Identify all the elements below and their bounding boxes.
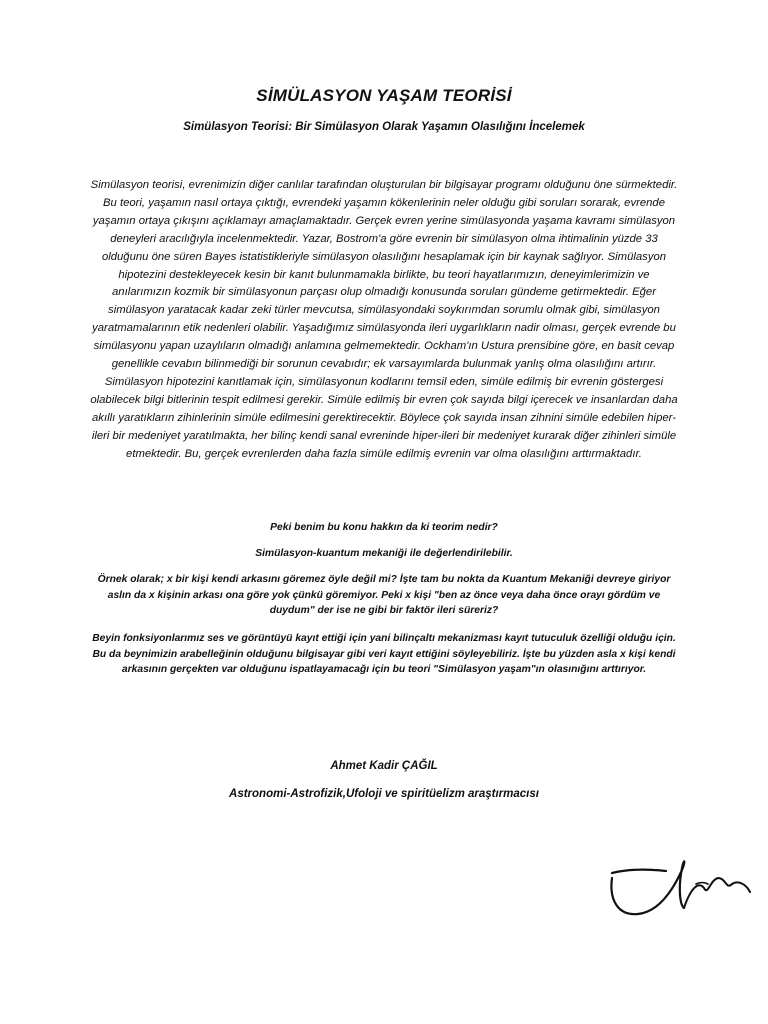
body-paragraph: Simülasyon teorisi, evrenimizin diğer canlılar tarafından oluşturulan bir bilgisayar programı olduğunu öne sürmektedir. Bu teori, yaşamın nasıl ortaya çıktığı, evrendeki yaşamın kökenlerinin neler olduğu gibi soruları sorarak, evrende yaşamın ortaya çıkışını açıklamayı amaçlamaktadır. Gerçek evren yerine simülasyonda yaşama kavramı simülasyon deneyleri aracılığıyla incelenmektedir. Yazar, Bostrom'a göre evrenin bir simülasyon olma ihtimalinin yüzde 33 olduğunu öne süren Bayes istatistikleriyle simülasyon olasılığını hesaplamak için bir kaynak sağlıyor. Simülasyon hipotezini destekleyecek kesin bir kanıt bulunmamakla birlikte, bu teori hayatlarımızın, deneyimlerimizin ve anılarımızın kozmik bir simülasyonun parçası olup olmadığı konusunda soruları gündeme getirmektedir. Eğer simülasyon yaratacak kadar zeki türler mevcutsa, simülasyondaki soykırımdan sorumlu olmak gibi, simülasyon yaratmamalarının etik nedenleri olabilir. Yaşadığımız simülasyonda ileri uygarlıkların nadir olması, gerçek evrende bu simülasyonu yapan uzaylıların olmadığı anlamına gelmemektedir. Ockham'ın Ustura prensibine göre, en basit cevap genellikle cevabın bilinmediği bir sorunun cevabıdır; ek varsayımlarda bulunmak yanlış olma olasılığını artırır. Simülasyon hipotezini kanıtlamak için, simülasyonun kodlarını temsil eden, simüle edilmiş bir evrenin göstergesi olabilecek bilgi bitlerinin tespit edilmesi gerekir. Simüle edilmiş bir evren çok sayıda bilgi içerecek ve insanlardan daha akıllı yaratıkların zihinlerinin simüle edilmesini gerektirecektir. Böylece çok sayıda insan zihnini simüle edebilen hiper-ileri bir medeniyet yaratılmakta, her bilinç kendi sanal evreninde hiper-ileri bir medeniyet kurarak diğer zihinleri simüle etmektedir. Bu, gerçek evrenlerden daha fazla simüle edilmiş evrenin var olma olasılığını arttırmaktadır. bbox=[90, 179, 678, 460]
document-subtitle: Simülasyon Teorisi: Bir Simülasyon Olarak Yaşamın Olasılığını İncelemek bbox=[183, 121, 585, 133]
conclusion-paragraph: Beyin fonksiyonlarımız ses ve görüntüyü kayıt ettiği için yani bilinçaltı mekanizması kayıt tutuculuk özelliği olduğu için. Bu da beynimizin arabelleğinin olduğunu bilgisayar gibi veri kayıt ettiğini söyleyebiliriz. İşte bu yüzden asla x kişi kendi arkasının gerçekten var olduğunu ispatlayamacağı için bu teori "Simülasyon yaşam"ın olasınığını arttırıyor. bbox=[92, 633, 676, 676]
question-paragraph: Peki benim bu konu hakkın da ki teorim nedir? bbox=[270, 522, 498, 533]
document-title: SİMÜLASYON YAŞAM TEORİSİ bbox=[256, 86, 512, 105]
author-role: Astronomi-Astrofizik,Ufoloji ve spiritüelizm araştırmacısı bbox=[229, 788, 539, 800]
author-name: Ahmet Kadir ÇAĞIL bbox=[330, 760, 438, 772]
answer-paragraph: Simülasyon-kuantum mekaniği ile değerlendirilebilir. bbox=[255, 548, 513, 559]
example-paragraph: Örnek olarak; x bir kişi kendi arkasını göremez öyle değil mi? İşte tam bu nokta da Kuantum Mekaniği devreye giriyor aslın da x kişinin arkası ona göre yok çünkü göremiyor. Peki x kişi "ben az önce veya daha önce orayı gördüm ve duydum" der ise ne gibi bir faktör ileri süreriz? bbox=[97, 574, 671, 617]
handwritten-signature bbox=[600, 850, 760, 925]
